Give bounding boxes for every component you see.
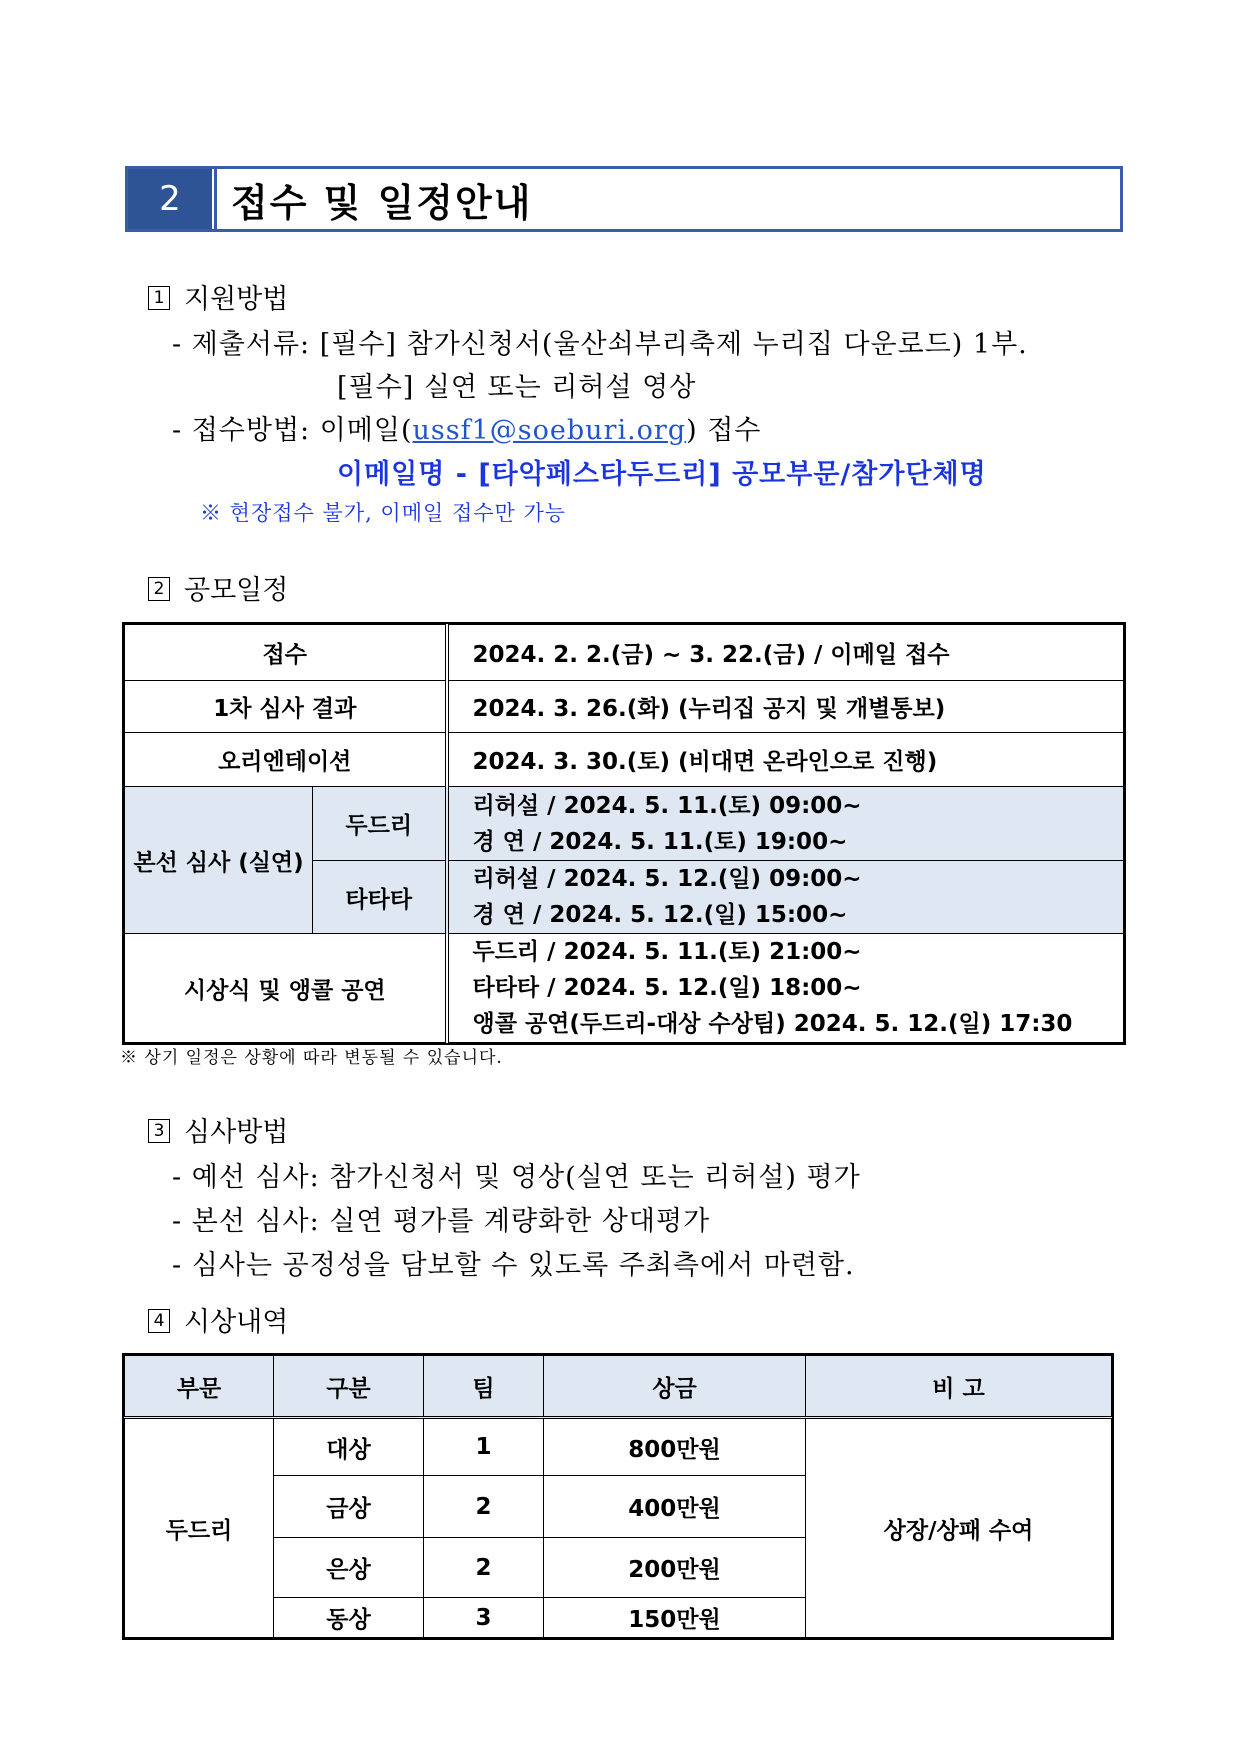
row-label: 접수 bbox=[125, 625, 447, 681]
grade-cell: 대상 bbox=[274, 1418, 424, 1476]
row-label: 시상식 및 앵콜 공연 bbox=[125, 934, 447, 1043]
section-header bbox=[125, 166, 1123, 232]
method-prefix: - 접수방법: 이메일( bbox=[172, 415, 413, 446]
grade-cell: 금상 bbox=[274, 1476, 424, 1538]
docs-line-2: [필수] 실연 또는 리허설 영상 bbox=[337, 372, 697, 403]
table-row bbox=[125, 787, 1124, 861]
column-header: 구분 bbox=[274, 1356, 424, 1418]
section-title: 접수 및 일정안내 bbox=[214, 169, 1120, 229]
awards-heading bbox=[148, 1300, 288, 1339]
judging-line: - 심사는 공정성을 담보할 수 있도록 주최측에서 마련함. bbox=[172, 1250, 855, 1281]
grade-cell: 동상 bbox=[274, 1598, 424, 1638]
prize-cell: 200만원 bbox=[544, 1538, 806, 1598]
schedule-line: 타타타 / 2024. 5. 12.(일) 18:00~ bbox=[472, 975, 862, 1001]
table-row bbox=[125, 733, 1124, 787]
row-value bbox=[447, 787, 1124, 861]
judging-line: - 본선 심사: 실연 평가를 계량화한 상대평가 bbox=[172, 1206, 711, 1237]
table-header-row bbox=[125, 1356, 1112, 1418]
application-note: ※ 현장접수 불가, 이메일 접수만 가능 bbox=[200, 501, 567, 525]
email-link[interactable]: ussf1@soeburi.org bbox=[412, 415, 687, 446]
heading-text: 시상내역 bbox=[184, 1307, 289, 1338]
category-cell: 두드리 bbox=[125, 1418, 274, 1638]
section-number: 2 bbox=[128, 169, 212, 229]
application-heading bbox=[148, 277, 288, 316]
row-value: 2024. 3. 30.(토) (비대면 온라인으로 진행) bbox=[447, 733, 1124, 787]
team-label: 두드리 bbox=[313, 787, 447, 861]
prize-cell: 800만원 bbox=[544, 1418, 806, 1476]
schedule-line: 경 연 / 2024. 5. 12.(일) 15:00~ bbox=[472, 902, 848, 928]
schedule-line: 리허설 / 2024. 5. 12.(일) 09:00~ bbox=[472, 866, 862, 892]
remark-cell: 상장/상패 수여 bbox=[806, 1418, 1112, 1638]
column-header: 비 고 bbox=[806, 1356, 1112, 1418]
prize-cell: 400만원 bbox=[544, 1476, 806, 1538]
schedule-line: 경 연 / 2024. 5. 11.(토) 19:00~ bbox=[472, 828, 848, 855]
teams-cell: 3 bbox=[424, 1598, 544, 1638]
method-suffix: ) 접수 bbox=[686, 415, 762, 446]
teams-cell: 1 bbox=[424, 1418, 544, 1476]
table-row bbox=[125, 1418, 1112, 1476]
awards-table bbox=[124, 1355, 1112, 1638]
row-value: 2024. 3. 26.(화) (누리집 공지 및 개별통보) bbox=[447, 681, 1124, 733]
heading-number-box: 2 bbox=[148, 577, 170, 601]
row-value bbox=[447, 934, 1124, 1043]
heading-number-box: 4 bbox=[148, 1309, 170, 1333]
teams-cell: 2 bbox=[424, 1476, 544, 1538]
column-header: 팀 bbox=[424, 1356, 544, 1418]
heading-number-box: 1 bbox=[148, 286, 170, 310]
team-label: 타타타 bbox=[313, 861, 447, 934]
heading-text: 공모일정 bbox=[184, 575, 289, 606]
schedule-heading bbox=[148, 568, 288, 607]
table-row bbox=[125, 934, 1124, 1043]
judging-line: - 예선 심사: 참가신청서 및 영상(실연 또는 리허설) 평가 bbox=[172, 1162, 861, 1193]
table-row bbox=[125, 625, 1124, 681]
schedule-note: ※ 상기 일정은 상황에 따라 변동될 수 있습니다. bbox=[120, 1048, 503, 1068]
column-header: 상금 bbox=[544, 1356, 806, 1418]
heading-text: 심사방법 bbox=[184, 1117, 289, 1148]
teams-cell: 2 bbox=[424, 1538, 544, 1598]
prize-cell: 150만원 bbox=[544, 1598, 806, 1638]
docs-line-1: - 제출서류: [필수] 참가신청서(울산쇠부리축제 누리집 다운로드) 1부. bbox=[172, 329, 1028, 360]
table-row bbox=[125, 681, 1124, 733]
schedule-table bbox=[124, 624, 1124, 1043]
schedule-line: 두드리 / 2024. 5. 11.(토) 21:00~ bbox=[472, 939, 862, 965]
row-label: 오리엔테이션 bbox=[125, 733, 447, 787]
row-value: 2024. 2. 2.(금) ~ 3. 22.(금) / 이메일 접수 bbox=[447, 625, 1124, 681]
grade-cell: 은상 bbox=[274, 1538, 424, 1598]
heading-number-box: 3 bbox=[148, 1119, 170, 1143]
schedule-line: 앵콜 공연(두드리-대상 수상팀) 2024. 5. 12.(일) 17:30 bbox=[472, 1011, 1073, 1037]
email-subject-format: 이메일명 - [타악페스타두드리] 공모부문/참가단체명 bbox=[337, 459, 987, 490]
judging-heading bbox=[148, 1110, 288, 1149]
schedule-line: 리허설 / 2024. 5. 11.(토) 09:00~ bbox=[472, 792, 862, 819]
method-line bbox=[172, 408, 761, 447]
row-label: 1차 심사 결과 bbox=[125, 681, 447, 733]
column-header: 부문 bbox=[125, 1356, 274, 1418]
heading-text: 지원방법 bbox=[184, 284, 289, 315]
final-label: 본선 심사 (실연) bbox=[125, 787, 313, 934]
row-value bbox=[447, 861, 1124, 934]
